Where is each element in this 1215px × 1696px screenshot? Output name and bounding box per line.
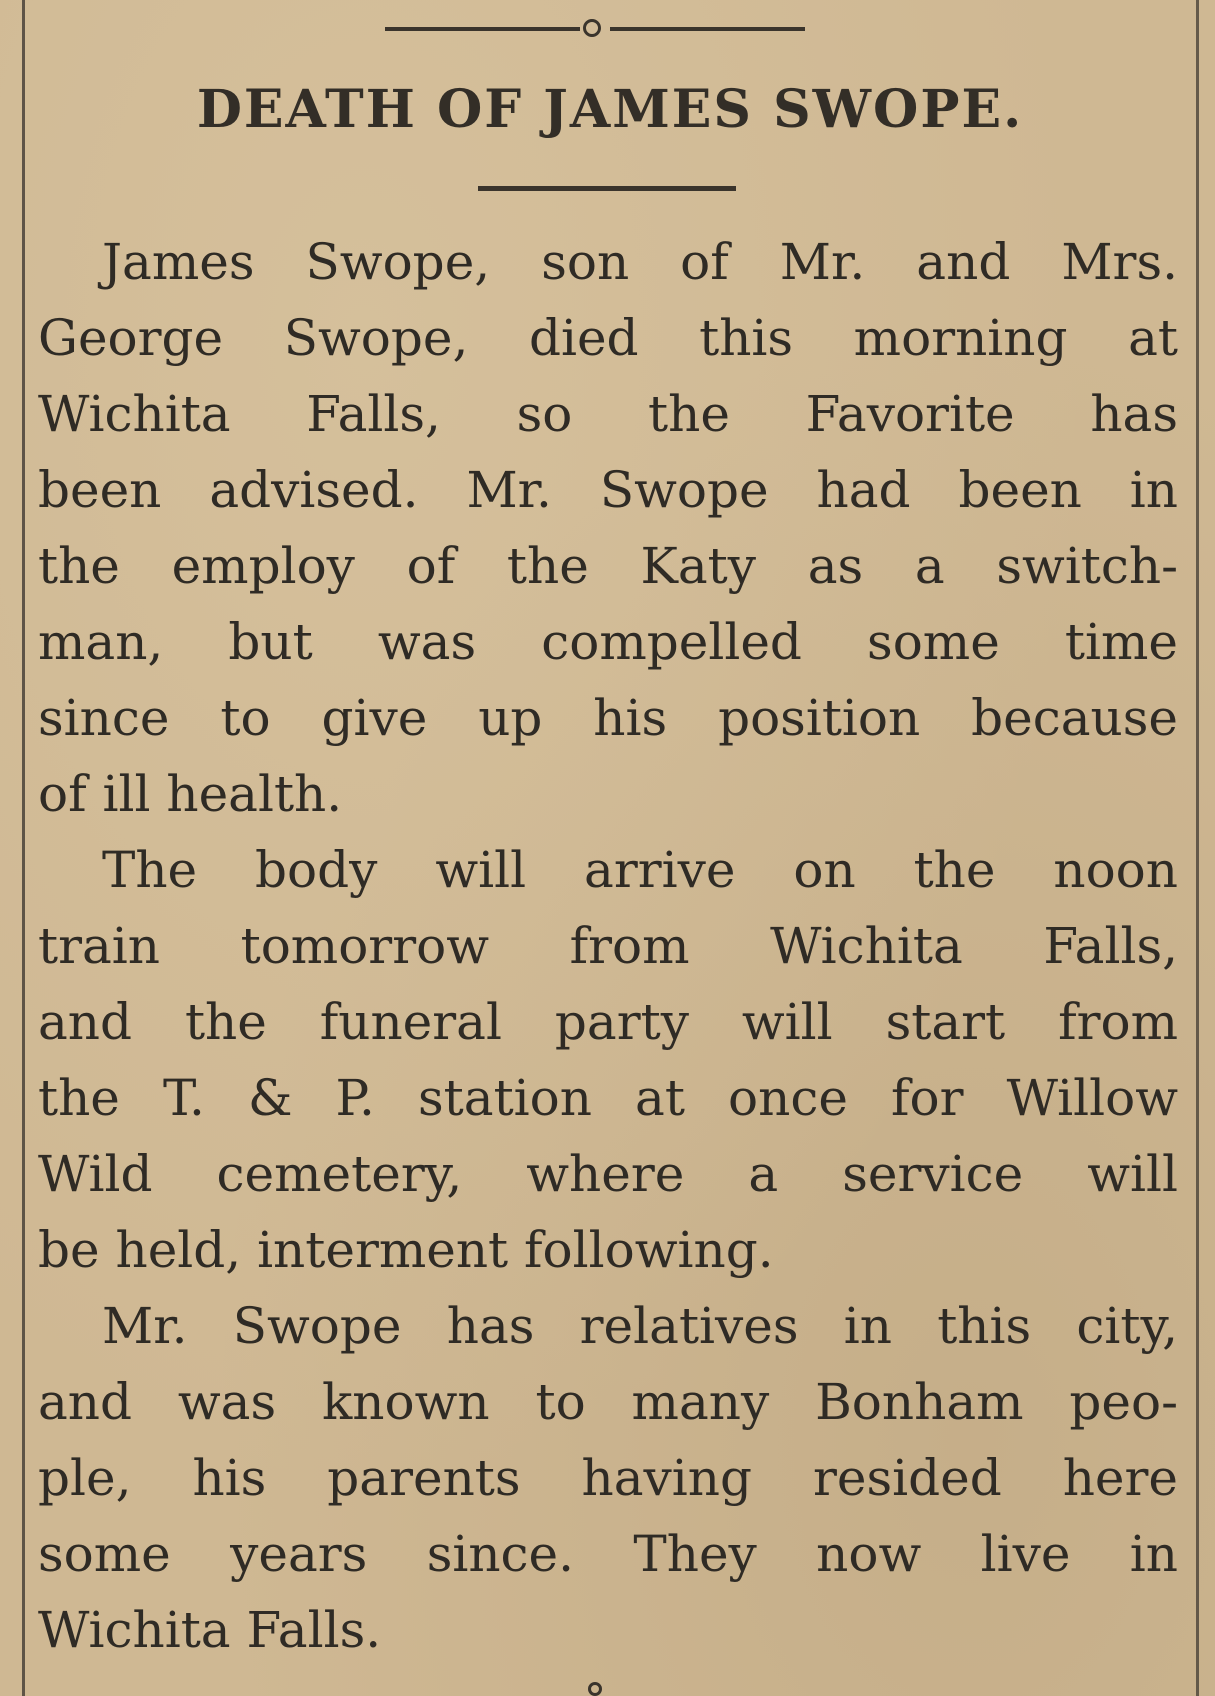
ornament-bar-left: [385, 27, 580, 31]
text-line: man, but was compelled some time: [38, 613, 1178, 671]
text-line: The body will arrive on the noon: [102, 841, 1178, 899]
bottom-ornament-icon: [588, 1682, 602, 1696]
text-line: since to give up his position because: [38, 689, 1178, 747]
article-headline: DEATH OF JAMES SWOPE.: [196, 79, 1024, 140]
text-line: and was known to many Bonham peo-: [38, 1373, 1178, 1431]
paragraph-3: [38, 1288, 1178, 1668]
text-line: Wichita Falls.: [38, 1601, 382, 1659]
text-line: the T. & P. station at once for Willow: [38, 1069, 1178, 1127]
text-line: ple, his parents having resided here: [38, 1449, 1178, 1507]
paragraph-2: [38, 832, 1178, 1288]
text-line: train tomorrow from Wichita Falls,: [38, 917, 1178, 975]
text-line: some years since. They now live in: [38, 1525, 1178, 1583]
text-line: George Swope, died this morning at: [38, 309, 1178, 367]
column-rule-left: [22, 0, 25, 1696]
headline-divider: [478, 186, 736, 191]
text-line: of ill health.: [38, 765, 343, 823]
top-ornament-divider: [385, 18, 805, 40]
ornament-ring-icon: [583, 19, 601, 37]
text-line: Mr. Swope has relatives in this city,: [102, 1297, 1178, 1355]
text-line: been advised. Mr. Swope had been in: [38, 461, 1178, 519]
ornament-bar-right: [610, 27, 805, 31]
text-line: Wild cemetery, where a service will: [38, 1145, 1178, 1203]
paragraph-1: [38, 224, 1178, 832]
text-line: and the funeral party will start from: [38, 993, 1178, 1051]
text-line: the employ of the Katy as a switch-: [38, 537, 1178, 595]
text-line: James Swope, son of Mr. and Mrs.: [102, 233, 1178, 291]
column-rule-right: [1196, 0, 1199, 1696]
text-line: Wichita Falls, so the Favorite has: [38, 385, 1178, 443]
article-body: [38, 224, 1178, 1668]
text-line: be held, interment following.: [38, 1221, 774, 1279]
